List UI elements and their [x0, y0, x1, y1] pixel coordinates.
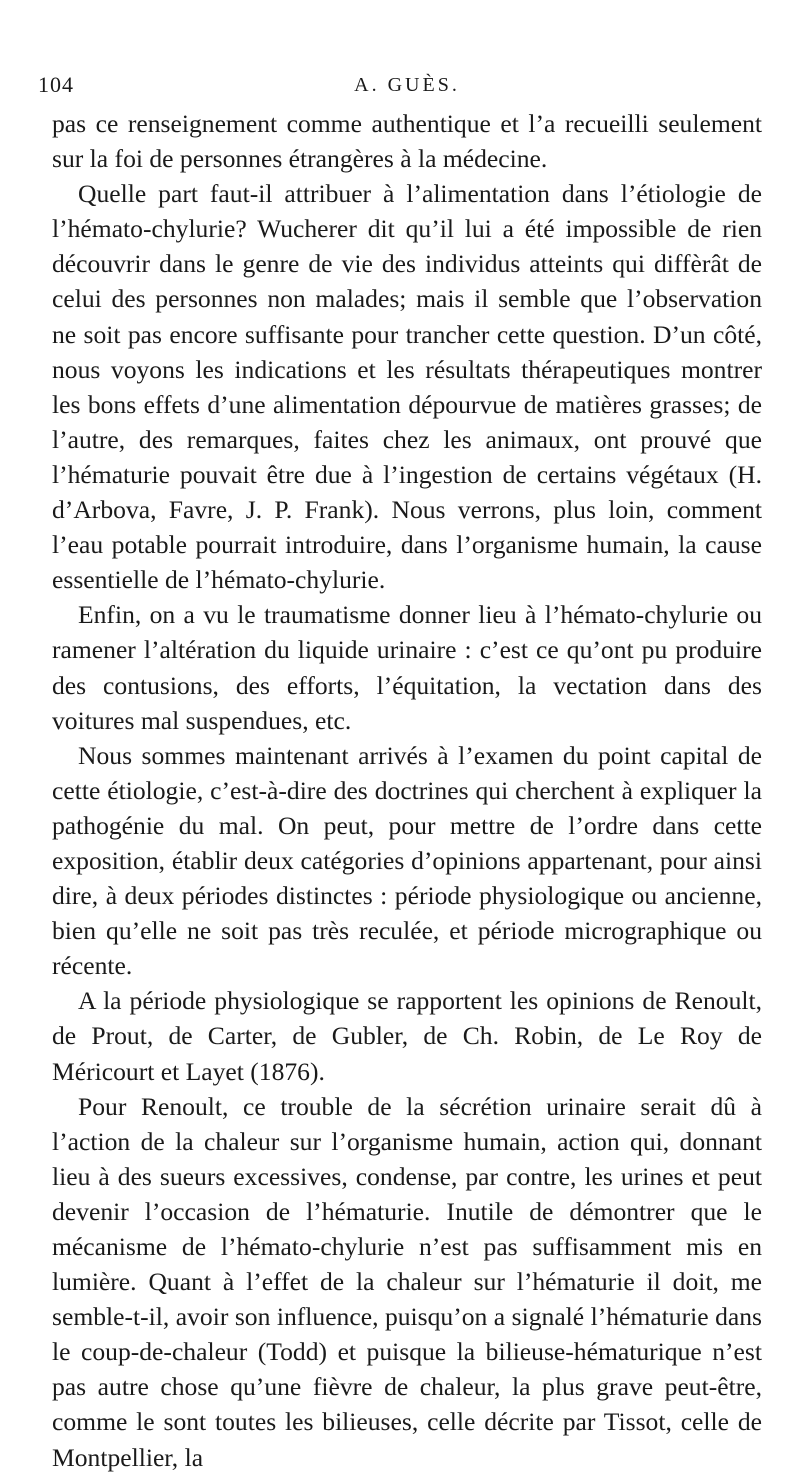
paragraph-alimentation: Quelle part faut-il attribuer à l’alimentation dans l’étiologie de l’hémato-chylurie? Wucherer dit qu’il lui a été impossible de rien découvrir dans le genre de vie des individus atteints qui diffèrât de celui des personnes non malades; mais il semble que l’observation ne soit pas encore suffisante pour trancher cette question. D’un côté, nous voyons les indications et les résultats thérapeutiques montrer les bons effets d’une alimentation dépourvue de matières grasses; de l’autre, des remarques, faites chez les animaux, ont prouvé que l’hématurie pouvait être due à l’ingestion de certains végétaux (H. d’Arbova, Favre, J. P. Frank). Nous verrons, plus loin, comment l’eau potable pourrait introduire, dans l’organisme humain, la cause essentielle de l’hémato-chylurie.: [52, 179, 762, 595]
body-text: [52, 106, 762, 1475]
running-head: [38, 72, 762, 106]
paragraph-periode-physiologique: A la période physiologique se rapportent les opinions de Renoult, de Prout, de Carter, de Gubler, de Ch. Robin, de Le Roy de Méricourt et Layet (1876).: [52, 986, 762, 1086]
book-page: [38, 72, 762, 1475]
paragraph-renoult: Pour Renoult, ce trouble de la sécrétion urinaire serait dû à l’action de la chaleur sur l’organisme humain, action qui, donnant lieu à des sueurs excessives, condense, par contre, les urines et peut devenir l’occasion de l’hématurie. Inutile de démontrer que le mécanisme de l’hémato-chylurie n’est pas suffisamment mis en lumière. Quant à l’effet de la chaleur sur l’hématurie il doit, me semble-t-il, avoir son influence, puisqu’on a signalé l’hématurie dans le coup-de-chaleur (Todd) et puisque la bilieuse-hématurique n’est pas autre chose qu’une fièvre de chaleur, la plus grave peut-être, comme le sont toutes les bilieuses, celle décrite par Tissot, celle de Montpellier, la: [52, 1091, 762, 1472]
paragraph-pathogenie: Nous sommes maintenant arrivés à l’examen du point capital de cette étiologie, c’est-à-dire des doctrines qui cherchent à expliquer la pathogénie du mal. On peut, pour mettre de l’ordre dans cette exposition, établir deux catégories d’opinions appartenant, pour ainsi dire, à deux périodes distinctes : période physiologique ou ancienne, bien qu’elle ne soit pas très reculée, et période micrographique ou récente.: [52, 740, 762, 981]
page-number: 104: [38, 72, 74, 97]
paragraph-traumatisme: Enfin, on a vu le traumatisme donner lieu à l’hémato-chylurie ou ramener l’altération du liquide urinaire : c’est ce qu’ont pu produire des contusions, des efforts, l’équitation, la vectation dans des voitures mal suspendues, etc.: [52, 600, 762, 735]
running-title: A. GUÈS.: [354, 74, 460, 96]
paragraph-continued: pas ce renseignement comme authentique et l’a recueilli seulement sur la foi de personnes étrangères à la médecine.: [52, 109, 762, 174]
